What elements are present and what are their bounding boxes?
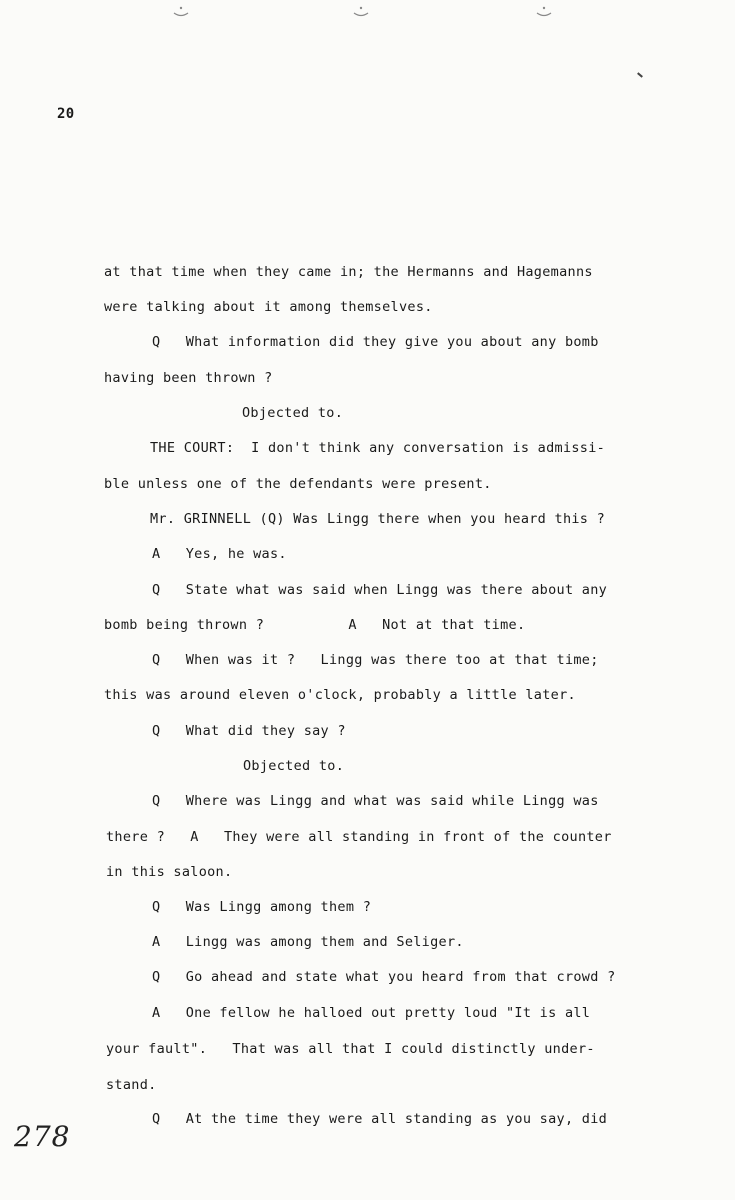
handwritten-page-number: 278	[14, 1120, 71, 1153]
punch-hole-mark	[352, 4, 370, 18]
text-line: A Lingg was among them and Seliger.	[152, 934, 464, 950]
punch-hole-mark	[172, 4, 190, 18]
text-line: THE COURT: I don't think any conversation is admissi-	[150, 440, 606, 456]
text-line: having been thrown ?	[104, 370, 273, 386]
text-line: Q Was Lingg among them ?	[152, 899, 372, 915]
text-line: A Yes, he was.	[152, 546, 287, 562]
text-line: A One fellow he halloed out pretty loud "It is all	[152, 1005, 591, 1021]
text-line: Q State what was said when Lingg was there about any	[152, 582, 608, 598]
ink-speck	[637, 72, 643, 77]
page-number: 20	[57, 106, 75, 122]
punch-hole-mark	[535, 4, 553, 18]
text-line: your fault". That was all that I could distinctly under-	[106, 1041, 595, 1057]
text-line: ble unless one of the defendants were present.	[104, 476, 492, 492]
text-line: in this saloon.	[106, 864, 233, 880]
text-line: there ? A They were all standing in front of the counter	[106, 829, 612, 845]
text-line: Q What information did they give you about any bomb	[152, 334, 599, 350]
text-line: Mr. GRINNELL (Q) Was Lingg there when you heard this ?	[150, 511, 606, 527]
text-line: at that time when they came in; the Hermanns and Hagemanns	[104, 264, 593, 280]
text-line: were talking about it among themselves.	[104, 299, 433, 315]
text-line: Q When was it ? Lingg was there too at that time;	[152, 652, 599, 668]
text-line: Q What did they say ?	[152, 723, 346, 739]
text-line: stand.	[106, 1077, 157, 1093]
text-line: Objected to.	[243, 758, 345, 774]
text-line: Q Where was Lingg and what was said while Lingg was	[152, 793, 599, 809]
text-line: Q At the time they were all standing as you say, did	[152, 1111, 608, 1127]
text-line: this was around eleven o'clock, probably a little later.	[104, 687, 576, 703]
text-line: Q Go ahead and state what you heard from that crowd ?	[152, 969, 616, 985]
text-line: bomb being thrown ? A Not at that time.	[104, 617, 526, 633]
text-line: Objected to.	[242, 405, 344, 421]
